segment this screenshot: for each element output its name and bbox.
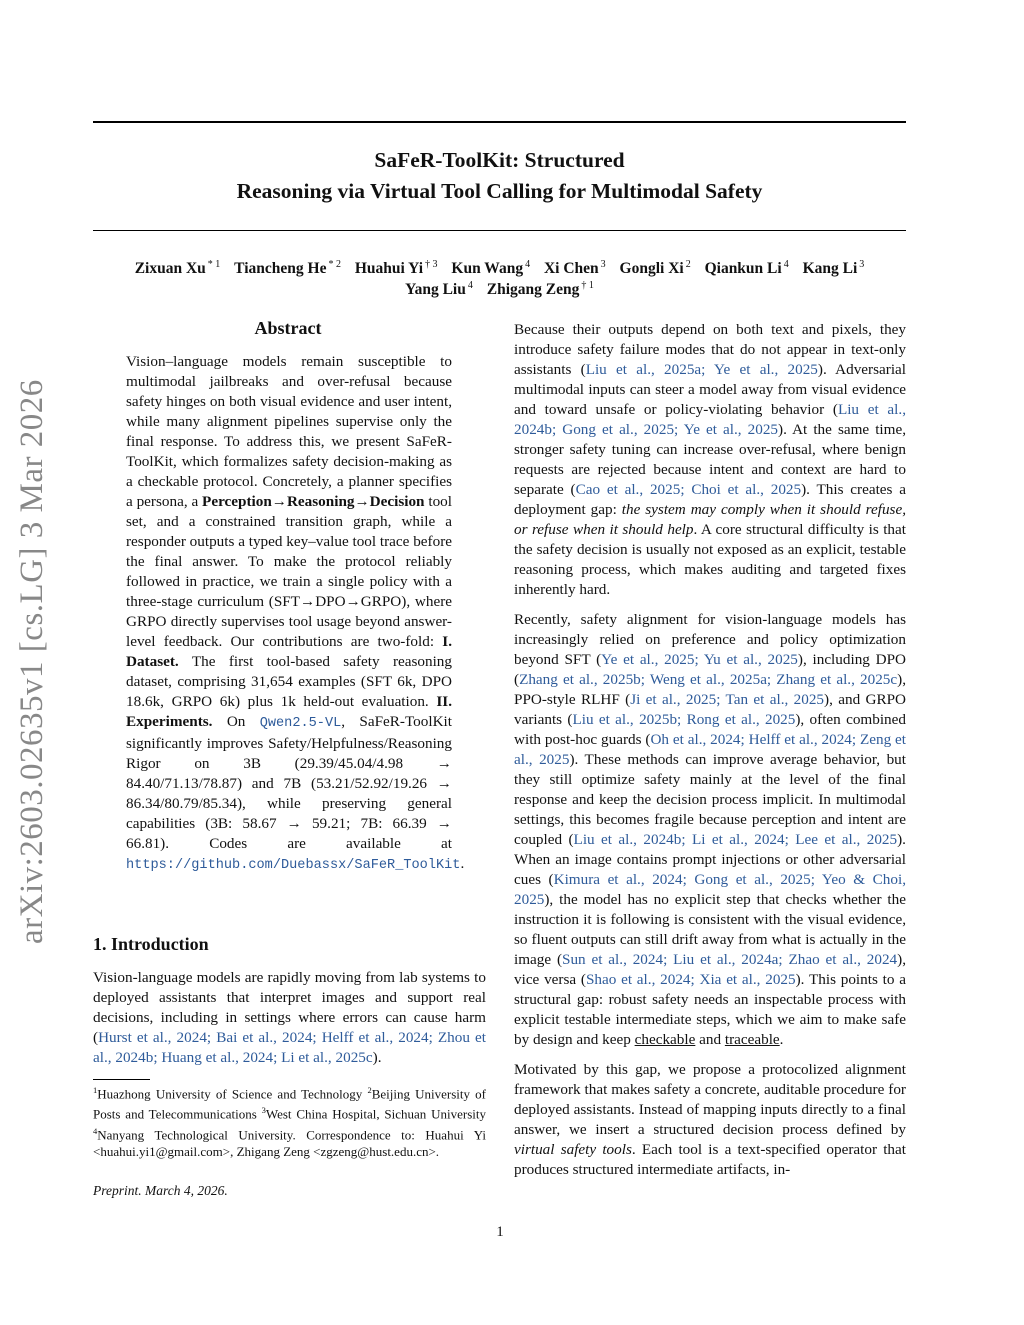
paragraph: Recently, safety alignment for vision-language models has increasingly relied on preference and policy optimization beyond SFT (Ye et al., 2025; Yu et al., 2025), including DPO (Zhang et al., 2025b; Weng et al., 2025a; Zhang et al., 2025c), PPO-style RLHF (Ji et al., 2025; Tan et al., 2025), and GRPO variants (Liu et al., 2025b; Rong et al., 2025), often combined with post-hoc guards (Oh et al., 2024; Helff et al., 2024; Zeng et al., 2025). These methods can improve average behavior, but they still optimize safety mainly at the level of the final response and keep the decision process implicit. In multimodal settings, this becomes fragile because perception and intent are coupled (Liu et al., 2024b; Li et al., 2024; Lee et al., 2025). When an image contains prompt injections or other adversarial cues (Kimura et al., 2024; Gong et al., 2025; Yeo & Choi, 2025), the model has no explicit step that checks whether the instruction it is following is consistent with the visual evidence, so fluent outputs can still drift away from what is actually in the image (Sun et al., 2024; Liu et al., 2024a; Zhao et al., 2024), vice versa (Shao et al., 2024; Xia et al., 2025). This points to a structural gap: robust safety needs an inspectable process with explicit testable intermediate steps, which we aim to make safe by design and keep checkable and traceable.	[514, 611, 907, 1048]
arxiv-identifier-stamp: arXiv:2603.02635v1 [cs.LG] 3 Mar 2026	[14, 379, 50, 944]
citation-link[interactable]: Liu et al., 2025a; Ye et al., 2025	[585, 361, 818, 378]
author: Tiancheng He $^{* 2}$	[234, 259, 341, 278]
citation-link[interactable]: Shao et al., 2024; Xia et al., 2025	[585, 971, 796, 988]
introduction-paragraph: Vision-language models are rapidly moving from lab systems to deployed assistants that interpret images and support real decisions, including in settings where errors can cause harm (Hurst et al., 2024; Bai et al., 2024; Helff et al., 2024; Zhou et al., 2024b; Huang et al., 2024; Li et al., 2025c).	[93, 969, 486, 1066]
citation-link[interactable]: Sun et al., 2024; Liu et al., 2024a; Zhao et al., 2024	[562, 951, 898, 968]
author: Zhigang Zeng $^{\dagger 1}$	[486, 280, 594, 299]
paragraph: Motivated by this gap, we propose a protocolized alignment framework that makes safety a concrete, auditable procedure for deployed assistants. Instead of mapping inputs directly to a final answer, we insert a structured decision process defined by virtual safety tools. Each tool is a text-specified operator that produces structured intermediate artifacts, in-	[514, 1061, 906, 1178]
author: Zixuan Xu $^{* 1}$	[134, 259, 221, 278]
model-name: Qwen2.5-VL	[259, 716, 342, 731]
paper-title-line-1: SaFeR-ToolKit: Structured	[374, 148, 625, 172]
author-list-line-2	[93, 275, 906, 300]
abstract-body: Vision–language models remain susceptible to multimodal jailbreaks and over-refusal because safety hinges on both visual evidence and user intent, while many alignment pipelines supervise only the final response. To address this, we present SaFeR-ToolKit, which formalizes safety decision-making as a checkable protocol. Concretely, a planner specifies a persona, a Perception→Reasoning→Decision tool set, and a constrained transition graph, while a responder outputs a typed key–value tool trace before the final answer. To make the protocol reliably followed in practice, we train a single policy with a three-stage curriculum (SFT→DPO→GRPO), where GRPO directly supervises tool usage beyond answer-level feedback. Our contributions are two-fold: I. Dataset. The first tool-based safety reasoning dataset, comprising 31,654 examples (SFT 6k, DPO 18.6k, GRPO 6k) plus 1k held-out evaluation. II. Experiments. On Qwen2.5-VL, SaFeR-ToolKit significantly improves Safety/Helpfulness/Reasoning Rigor on 3B (29.39/45.04/4.98 → 84.40/71.13/78.87) and 7B (53.21/52.92/19.26 → 86.34/80.79/85.34), while preserving general capabilities (3B: 58.67 → 59.21; 7B: 66.39 → 66.81). Codes are available at https://github.com/Duebassx/SaFeR_ToolKit.	[126, 353, 465, 873]
author: Kun Wang $^4$	[451, 259, 531, 278]
citation-link[interactable]: Oh et al., 2024; Helff et al., 2024; Zeng et al., 2025	[514, 731, 907, 768]
preprint-note: Preprint. March 4, 2026.	[93, 1183, 228, 1198]
citation-link[interactable]: Kimura et al., 2024; Gong et al., 2025; Yeo & Choi, 2025	[514, 871, 906, 908]
citation-link[interactable]: Ji et al., 2025; Tan et al., 2025	[630, 691, 825, 708]
introduction-heading: 1. Introduction	[93, 934, 209, 954]
author: Yang Liu $^4$	[405, 280, 473, 299]
footnote-rule	[93, 1079, 150, 1080]
citation-link[interactable]: Liu et al., 2024b; Gong et al., 2025; Ye et al., 2025	[514, 401, 906, 438]
citation-link[interactable]: Liu et al., 2025b; Rong et al., 2025	[572, 711, 796, 728]
paragraph: Because their outputs depend on both text and pixels, they introduce safety failure modes that do not appear in text-only assistants (Liu et al., 2025a; Ye et al., 2025). Adversarial multimodal inputs can steer a model away from visual evidence and toward unsafe or policy-violating behavior (Liu et al., 2024b; Gong et al., 2025; Ye et al., 2025). At the same time, stronger safety tuning can increase over-refusal, where benign requests are rejected because intent and context are hard to separate (Cao et al., 2025; Choi et al., 2025). This creates a deployment gap: the system may comply when it should refuse, or refuse when it should help. A core structural difficulty is that the safety decision is usually not exposed as an explicit, testable reasoning process, which makes auditing and targeted fixes inherently hard.	[514, 321, 906, 598]
affiliation-footnote: $^1$Huazhong University of Science and Technology $^2$Beijing University of Posts and Telecommunications $^3$West China Hospital, Sichuan University $^4$Nanyang Technological University. Correspondence to: Huahui Yi <huahui.yi1@gmail.com>, Zhigang Zeng <zgzeng@hust.edu.cn>.	[93, 1085, 487, 1159]
citation-link[interactable]: Liu et al., 2024b; Li et al., 2024; Lee et al., 2025	[573, 831, 898, 848]
citation-link[interactable]: Cao et al., 2025; Choi et al., 2025	[575, 481, 802, 498]
author: Qiankun Li $^4$	[704, 259, 789, 278]
author: Gongli Xi $^2$	[619, 259, 691, 278]
abstract-heading: Abstract	[254, 318, 322, 338]
citation-link[interactable]: Ye et al., 2025; Yu et al., 2025	[601, 651, 798, 668]
citation-link[interactable]: Zhang et al., 2025b; Weng et al., 2025a; Zhang et al., 2025c	[519, 671, 898, 688]
citation-link[interactable]: Hurst et al., 2024; Bai et al., 2024; Helff et al., 2024; Zhou et al., 2024b; Huang et al., 2024; Li et al., 2025c	[93, 1029, 486, 1066]
title-bottom-rule	[93, 230, 906, 231]
author: Xi Chen $^3$	[543, 259, 606, 278]
author: Huahui Yi $^{\dagger 3}$	[354, 259, 438, 278]
title-top-rule	[93, 121, 906, 123]
right-column	[514, 320, 906, 1190]
author: Kang Li $^3$	[802, 259, 865, 278]
paper-title-line-2: Reasoning via Virtual Tool Calling for Multimodal Safety	[236, 179, 763, 203]
code-repository-link[interactable]: https://github.com/Duebassx/SaFeR_ToolKit	[126, 858, 461, 873]
page-number: 1	[496, 1224, 504, 1240]
